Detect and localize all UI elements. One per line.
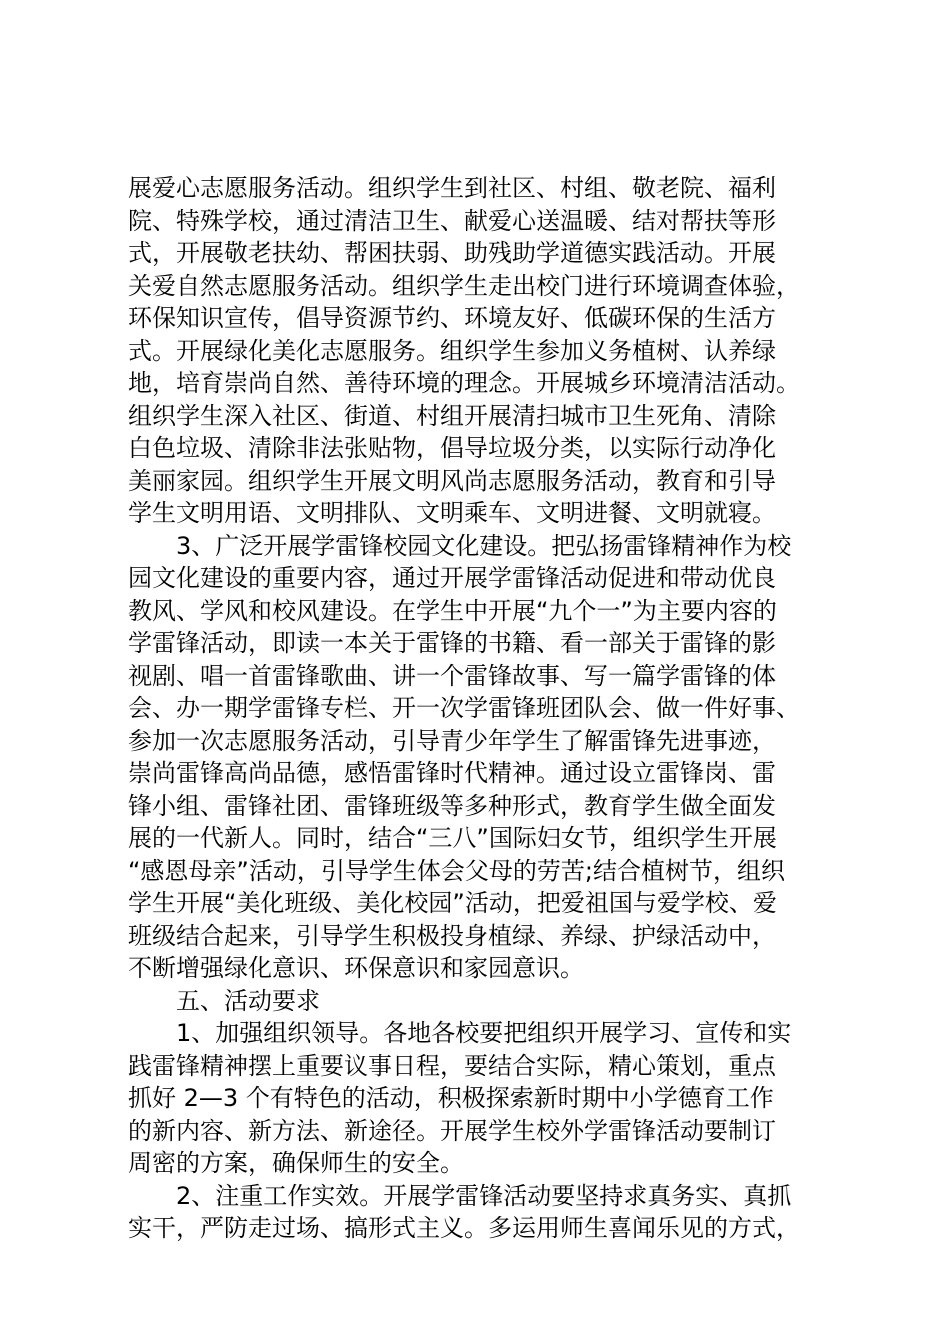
text-line: 环保知识宣传，倡导资源节约、环境友好、低碳环保的生活方 (128, 304, 776, 332)
text-line: 周密的方案，确保师生的安全。 (128, 1149, 464, 1177)
text-line: 不断增强绿化意识、环保意识和家园意识。 (128, 954, 584, 982)
text-line: 的新内容、新方法、新途径。开展学生校外学雷锋活动要制订 (128, 1116, 776, 1145)
text-line: 展爱心志愿服务活动。组织学生到社区、村组、敬老院、福利 (128, 174, 776, 202)
text-line: 学生文明用语、文明排队、文明乘车、文明进餐、文明就寝。 (128, 499, 776, 527)
text-line: 践雷锋精神摆上重要议事日程，要结合实际，精心策划，重点 (128, 1051, 776, 1080)
text-line: 院、特殊学校，通过清洁卫生、献爱心送温暖、结对帮扶等形 (128, 206, 776, 235)
text-line: 关爱自然志愿服务活动。组织学生走出校门进行环境调查体验， (128, 271, 800, 300)
text-line: 实干，严防走过场、搞形式主义。多运用师生喜闻乐见的方式， (128, 1214, 800, 1242)
text-line: 白色垃圾、清除非法张贴物，倡导垃圾分类，以实际行动净化 (128, 434, 776, 462)
text-line: 组织学生深入社区、街道、村组开展清扫城市卫生死角、清除 (128, 401, 776, 430)
paragraph-start-line: 3、广泛开展学雷锋校园文化建设。把弘扬雷锋精神作为校 (128, 531, 792, 560)
section-heading: 五、活动要求 (128, 986, 320, 1015)
text-line: 参加一次志愿服务活动，引导青少年学生了解雷锋先进事迹， (128, 726, 776, 755)
body-text (128, 172, 828, 1245)
text-line: 式，开展敬老扶幼、帮困扶弱、助残助学道德实践活动。开展 (128, 239, 776, 267)
text-line: 地，培育崇尚自然、善待环境的理念。开展城乡环境清洁活动。 (128, 369, 800, 397)
text-line: 美丽家园。组织学生开展文明风尚志愿服务活动，教育和引导 (128, 466, 776, 495)
paragraph-start-line: 2、注重工作实效。开展学雷锋活动要坚持求真务实、真抓 (128, 1181, 792, 1210)
text-line: 展的一代新人。同时，结合“三八”国际妇女节，组织学生开展 (128, 824, 777, 852)
text-line: 视剧、唱一首雷锋歌曲、讲一个雷锋故事、写一篇学雷锋的体 (128, 661, 776, 690)
text-line: 园文化建设的重要内容，通过开展学雷锋活动促进和带动优良 (128, 564, 776, 592)
text-line: 抓好 2—3 个有特色的活动，积极探索新时期中小学德育工作 (128, 1084, 774, 1112)
text-line: 锋小组、雷锋社团、雷锋班级等多种形式，教育学生做全面发 (128, 791, 776, 820)
text-line: 班级结合起来，引导学生积极投身植绿、养绿、护绿活动中， (128, 921, 776, 950)
text-line: 会、办一期学雷锋专栏、开一次学雷锋班团队会、做一件好事、 (128, 694, 800, 722)
paragraph-start-line: 1、加强组织领导。各地各校要把组织开展学习、宣传和实 (128, 1019, 792, 1047)
text-line: 崇尚雷锋高尚品德，感悟雷锋时代精神。通过设立雷锋岗、雷 (128, 759, 776, 787)
text-line: 式。开展绿化美化志愿服务。组织学生参加义务植树、认养绿 (128, 336, 776, 365)
text-line: 学雷锋活动，即读一本关于雷锋的书籍、看一部关于雷锋的影 (128, 629, 776, 657)
text-line: 学生开展“美化班级、美化校园”活动，把爱祖国与爱学校、爱 (128, 889, 777, 917)
text-line: 教风、学风和校风建设。在学生中开展“九个一”为主要内容的 (128, 596, 777, 625)
text-line: “感恩母亲”活动，引导学生体会父母的劳苦;结合植树节，组织 (128, 856, 785, 885)
